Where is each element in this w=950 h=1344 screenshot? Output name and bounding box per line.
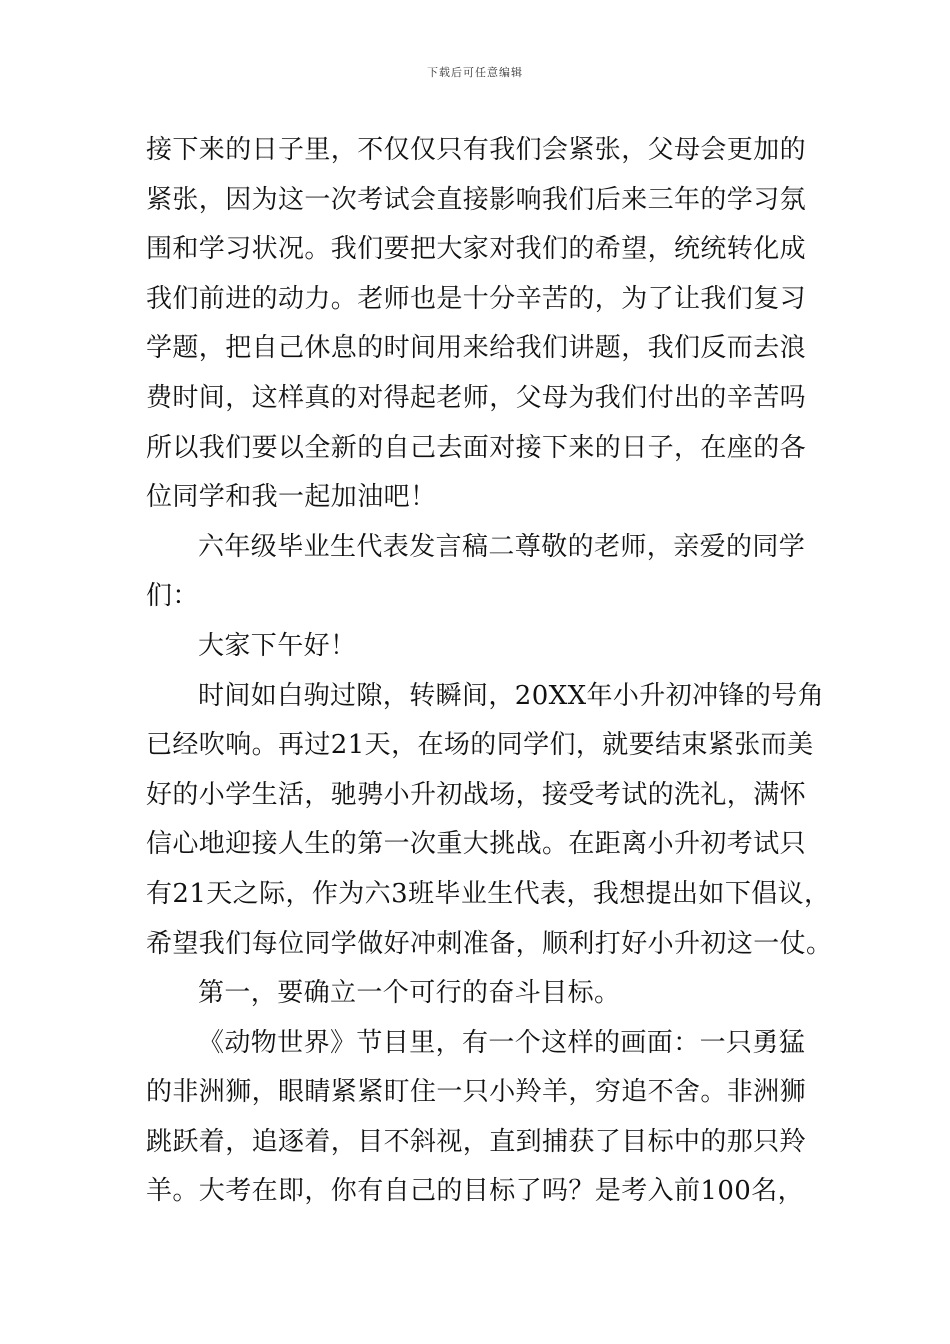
text-line: 围和学习状况。我们要把大家对我们的希望，统统转化成 [146,234,807,265]
text-line: 第一，要确立一个可行的奋斗目标。 [198,978,621,1009]
page-header: 下载后可任意编辑 [427,66,523,79]
text-line: 所以我们要以全新的自己去面对接下来的日子，在座的各 [146,432,807,463]
text-line: 《动物世界》节目里，有一个这样的画面：一只勇猛 [198,1027,806,1058]
text-line: 费时间，这样真的对得起老师，父母为我们付出的辛苦吗 [146,382,807,413]
text-line: 跳跃着，追逐着，目不斜视，直到捕获了目标中的那只羚 [146,1126,807,1157]
text-line: 时间如白驹过隙，转瞬间，20XX年小升初冲锋的号角 [198,680,825,711]
document-body [146,126,833,1217]
text-line: 们： [146,581,199,612]
text-line: 大家下午好！ [198,630,357,661]
text-line: 希望我们每位同学做好冲刺准备，顺利打好小升初这一仗。 [146,928,833,959]
text-line: 羊。大考在即，你有自己的目标了吗？是考入前100名， [146,1176,805,1207]
text-line: 好的小学生活，驰骋小升初战场，接受考试的洗礼，满怀 [146,779,807,810]
text-line: 学题，把自己休息的时间用来给我们讲题，我们反而去浪 [146,333,807,364]
text-line: 有21天之际，作为六3班毕业生代表，我想提出如下倡议， [146,878,831,909]
text-line: 我们前进的动力。老师也是十分辛苦的，为了让我们复习 [146,283,807,314]
text-line: 六年级毕业生代表发言稿二尊敬的老师，亲爱的同学 [198,531,806,562]
text-line: 信心地迎接人生的第一次重大挑战。在距离小升初考试只 [146,829,807,860]
text-line: 位同学和我一起加油吧！ [146,482,437,513]
text-line: 已经吹响。再过21天，在场的同学们，就要结束紧张而美 [146,730,814,761]
text-line: 紧张，因为这一次考试会直接影响我们后来三年的学习氛 [146,184,807,215]
text-line: 的非洲狮，眼睛紧紧盯住一只小羚羊，穷追不舍。非洲狮 [146,1077,807,1108]
text-line: 接下来的日子里，不仅仅只有我们会紧张，父母会更加的 [146,135,807,165]
